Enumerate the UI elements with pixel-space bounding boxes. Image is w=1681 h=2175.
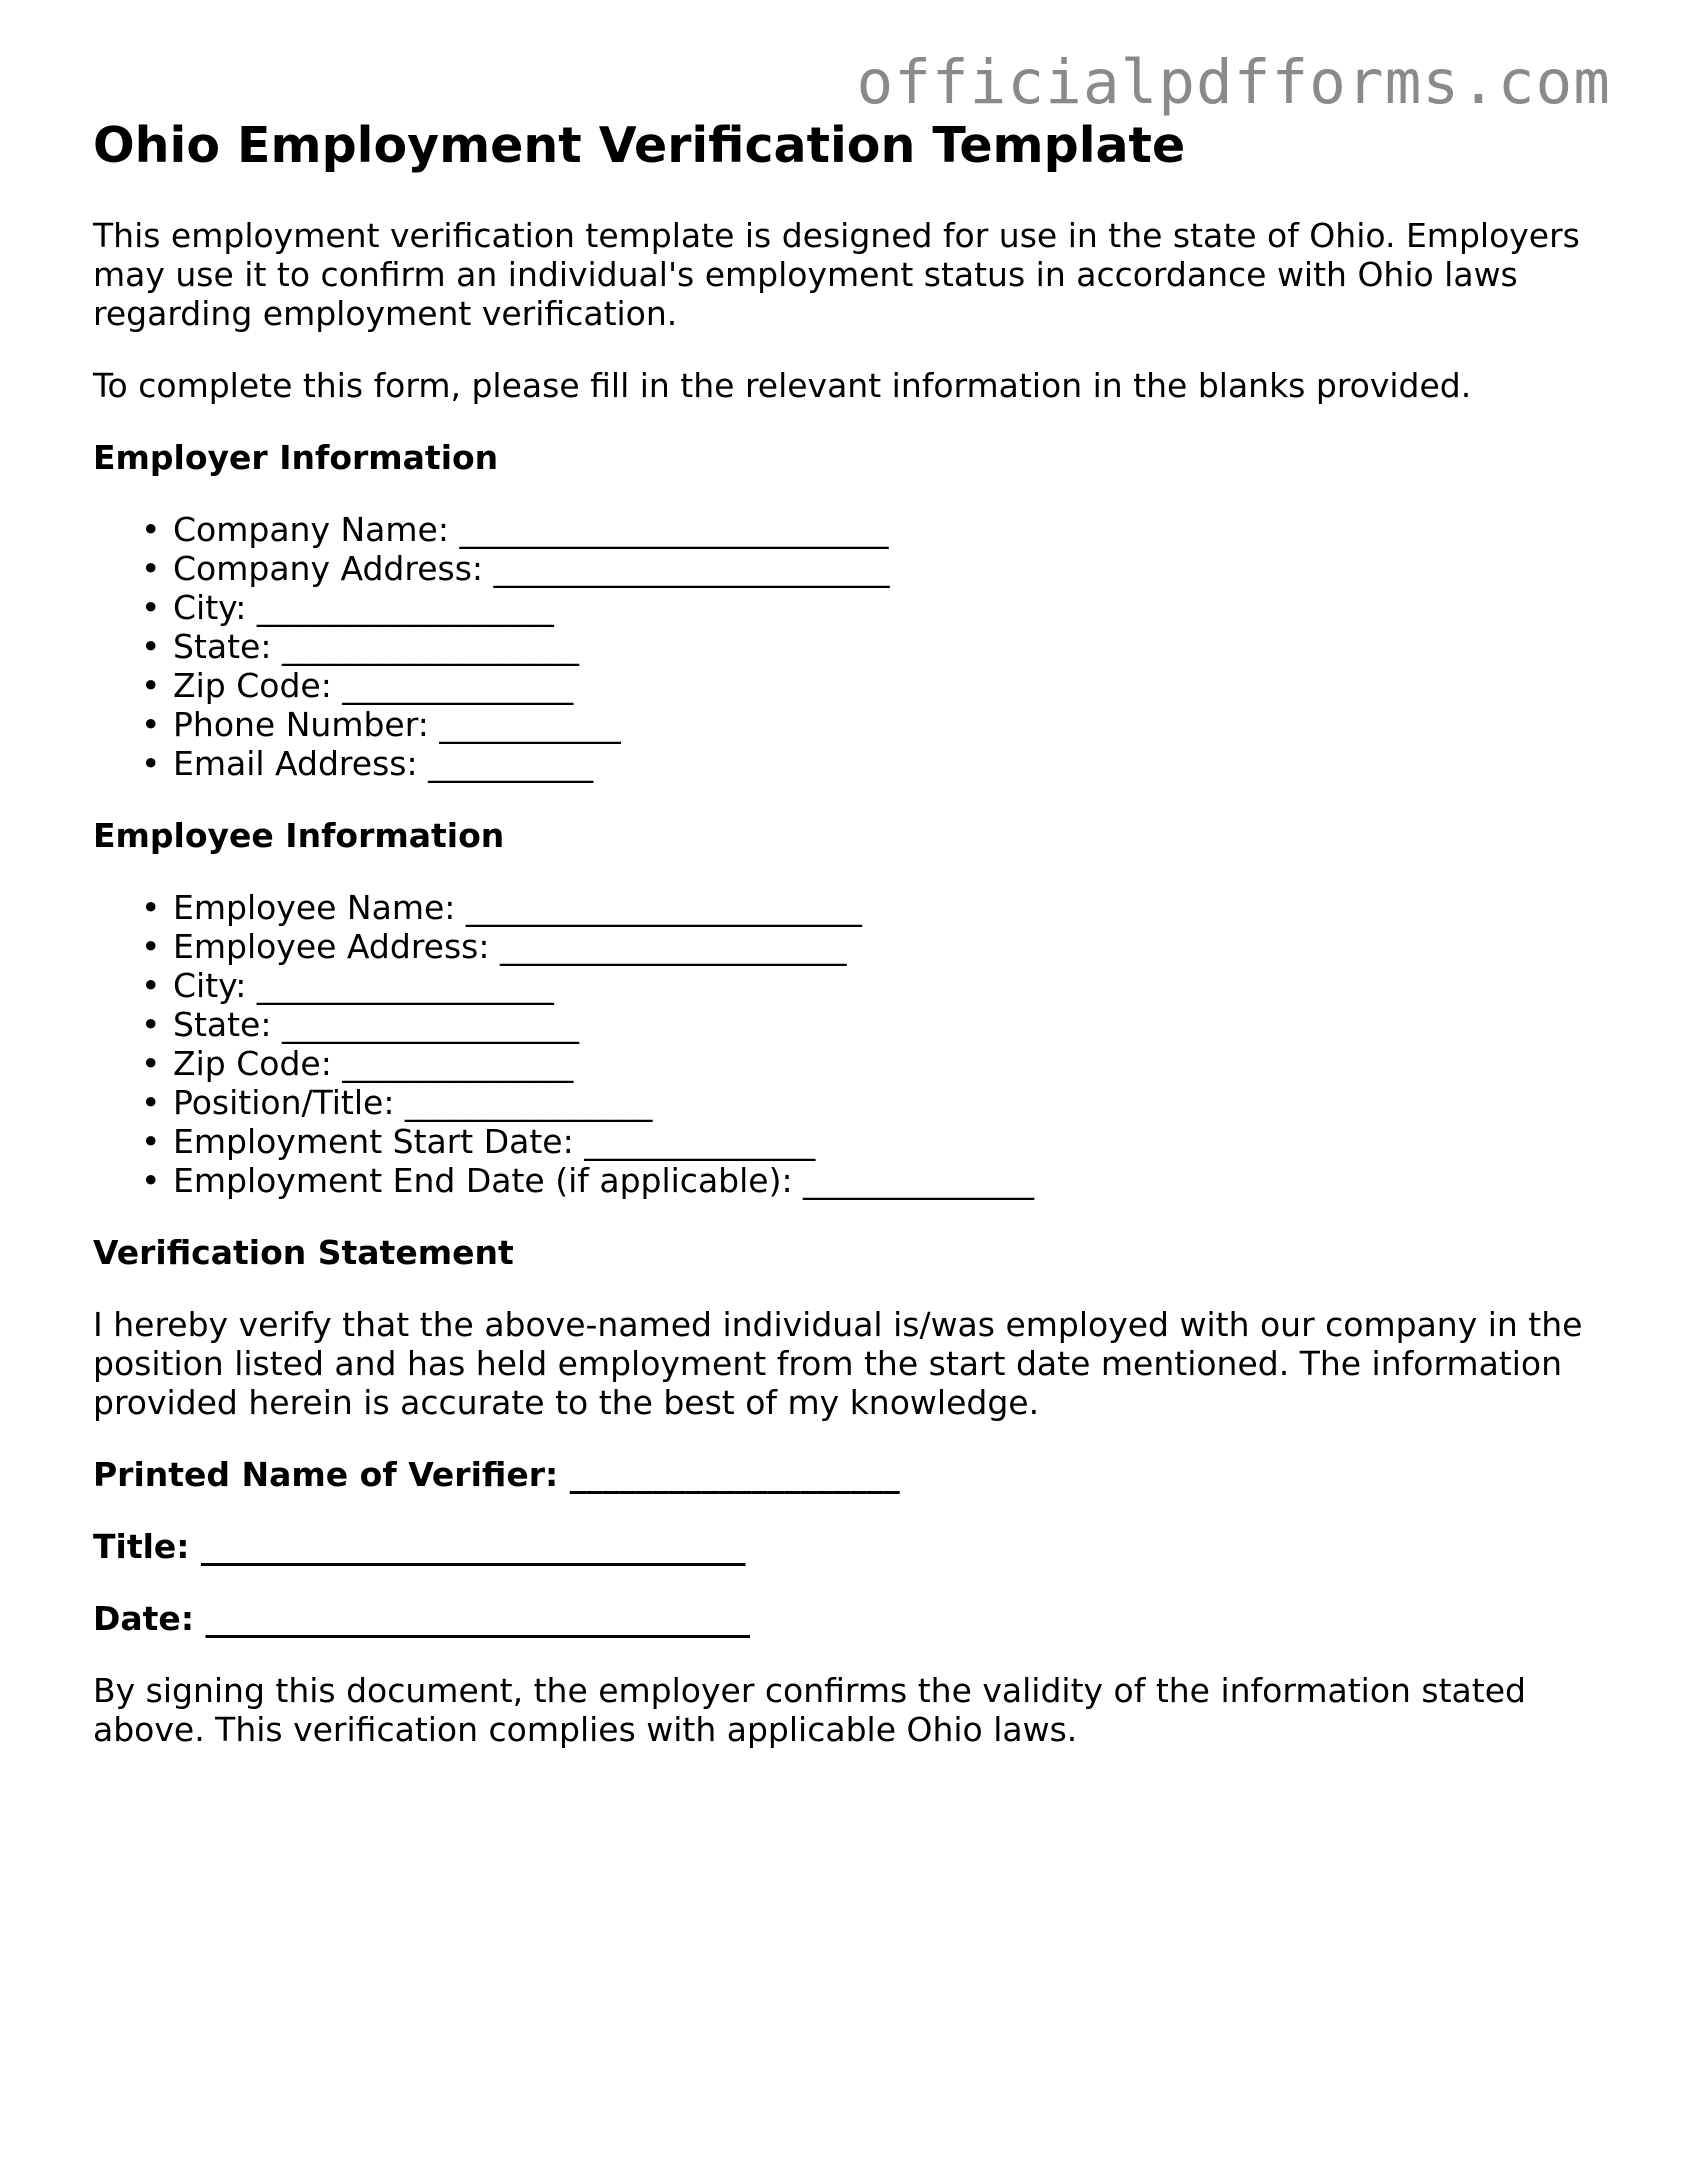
bullet-icon: • (141, 966, 161, 1005)
bullet-icon: • (141, 666, 161, 705)
employee-field-list (93, 888, 1593, 1200)
field-label: Employment Start Date: ______________ (173, 1122, 816, 1161)
field-label: Phone Number: ___________ (173, 705, 621, 744)
bullet-icon: • (141, 744, 161, 783)
employer-field-list (93, 510, 1593, 783)
employer-company-address-field (141, 549, 1593, 588)
bullet-icon: • (141, 1005, 161, 1044)
bullet-icon: • (141, 549, 161, 588)
employee-zip-field (141, 1044, 1593, 1083)
field-label: Employment End Date (if applicable): ______________ (173, 1161, 1035, 1200)
bullet-icon: • (141, 888, 161, 927)
document-page (93, 116, 1593, 1749)
employee-position-field (141, 1083, 1593, 1122)
employee-city-field (141, 966, 1593, 1005)
verification-section-heading: Verification Statement (93, 1233, 514, 1272)
employee-start-date-field (141, 1122, 1593, 1161)
employer-zip-field (141, 666, 1593, 705)
bullet-icon: • (141, 927, 161, 966)
verification-statement: I hereby verify that the above-named individual is/was employed with our company in the position listed and has held employment from the start date mentioned. The information provided herein is accurate to the best of my knowledge. (93, 1305, 1583, 1422)
field-label: Zip Code: ______________ (173, 1044, 574, 1083)
bullet-icon: • (141, 1122, 161, 1161)
bullet-icon: • (141, 705, 161, 744)
employee-end-date-field (141, 1161, 1593, 1200)
field-label: Employee Address: _____________________ (173, 927, 847, 966)
page-title: Ohio Employment Verification Template (93, 117, 1186, 174)
bullet-icon: • (141, 588, 161, 627)
field-label: Employee Name: ________________________ (173, 888, 862, 927)
employer-city-field (141, 588, 1593, 627)
employer-state-field (141, 627, 1593, 666)
employee-state-field (141, 1005, 1593, 1044)
field-label: Company Address: ________________________ (173, 549, 890, 588)
employer-phone-field (141, 705, 1593, 744)
closing-paragraph: By signing this document, the employer confirms the validity of the information stated above. This verification complies with applicable Ohio laws. (93, 1671, 1526, 1749)
bullet-icon: • (141, 510, 161, 549)
field-label: Company Name: __________________________ (173, 510, 889, 549)
field-label: Email Address: __________ (173, 744, 594, 783)
field-label: Position/Title: _______________ (173, 1083, 653, 1122)
field-label: State: __________________ (173, 1005, 579, 1044)
bullet-icon: • (141, 627, 161, 666)
date-line: Date: _________________________________ (93, 1599, 751, 1638)
employee-name-field (141, 888, 1593, 927)
employer-company-name-field (141, 510, 1593, 549)
bullet-icon: • (141, 1044, 161, 1083)
watermark-text: officialpdfforms.com (856, 47, 1611, 118)
bullet-icon: • (141, 1083, 161, 1122)
employer-section-heading: Employer Information (93, 438, 499, 477)
instructions-paragraph: To complete this form, please fill in the relevant information in the blanks provided. (93, 366, 1472, 405)
employee-address-field (141, 927, 1593, 966)
printed-name-line: Printed Name of Verifier: ____________________ (93, 1455, 900, 1494)
bullet-icon: • (141, 1161, 161, 1200)
field-label: City: __________________ (173, 588, 554, 627)
field-label: State: __________________ (173, 627, 579, 666)
employer-email-field (141, 744, 1593, 783)
field-label: Zip Code: ______________ (173, 666, 574, 705)
employee-section-heading: Employee Information (93, 816, 505, 855)
intro-paragraph: This employment verification template is designed for use in the state of Ohio. Employers may use it to confirm an individual's employment status in accordance with Ohio laws regarding employment verification. (93, 216, 1580, 333)
title-line: Title: _________________________________ (93, 1527, 746, 1566)
field-label: City: __________________ (173, 966, 554, 1005)
